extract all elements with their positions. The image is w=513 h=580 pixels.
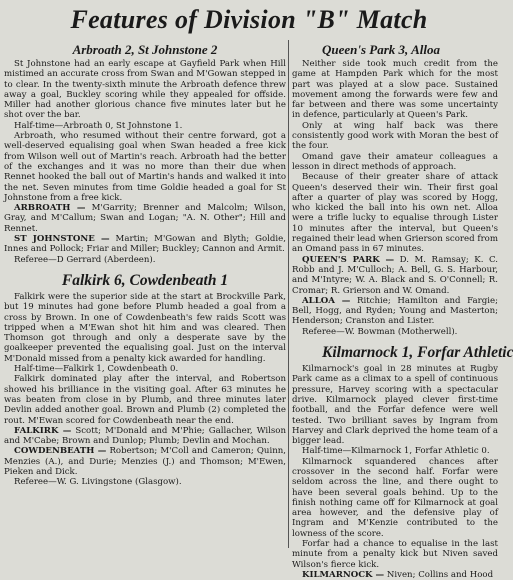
match-report-paragraph: Falkirk were the superior side at the start at Brockville Park, but 19 minutes had gone before Plumb headed a goal from a cross by Brown. In one of Cowdenbeath's few raids Scott was tripped when a M'Ewan shot hit him and was cleared. Then Thomson got through and only a desperate save by the goalkeeper prevented the equalising goal. Just on the interval M'Donald missed from a penalty kick awarded for handling. bbox=[4, 291, 286, 364]
team-label: KILMARNOCK — bbox=[302, 569, 385, 580]
match-report-paragraph: Arbroath, who resumed without their centre forward, got a well-deserved equalising goal when Swan headed a free kick from Wilson well out of Martin's reach. Arbroath had the better of the exchanges and it was no more than their due when Rennet hooked the ball out of Martin's hands and walked it into the net. Seven minutes from time Goldie headed a goal for St Johnstone from a free kick. bbox=[4, 131, 286, 203]
match-report-paragraph: Kilmarnock squandered chances after crossover in the second half. Forfar were seldom across the line, and there ought to have been several goals behind. Up to the finish nothing came off for Kilmarnock at goal area however, and the defensive play of Ingram and M'Kenzie contributed to the lowness of the score. bbox=[292, 456, 498, 539]
team-players: M'Garrity; Brenner and Malcolm; Wilson, Gray, and M'Callum; Swan and Logan; "A. N. Other"; Hill and Rennet. bbox=[4, 203, 286, 234]
referee-line: Referee—W. G. Livingstone (Glasgow). bbox=[14, 477, 182, 488]
halftime-score: Half-time—Falkirk 1, Cowdenbeath 0. bbox=[14, 364, 179, 375]
team-lineup bbox=[4, 234, 286, 255]
referee-line: Referee—D Gerrard (Aberdeen). bbox=[14, 254, 156, 265]
team-lineup bbox=[292, 255, 498, 296]
team-lineup bbox=[292, 296, 498, 327]
team-label: ST JOHNSTONE — bbox=[14, 234, 110, 245]
match-heading-arbroath: Arbroath 2, St Johnstone 2 bbox=[72, 42, 218, 57]
team-players: Robertson; M'Coll and Cameron; Quinn, Menzies (A.), and Durie; Menzies (J.) and Thomson; M'Ewen, Pieken and Dick. bbox=[4, 446, 287, 477]
right-column bbox=[292, 38, 513, 580]
team-label: ALLOA — bbox=[302, 295, 351, 306]
match-heading-falkirk: Falkirk 6, Cowdenbeath 1 bbox=[61, 271, 229, 289]
team-players: Ritchie; Hamilton and Fargie; Bell, Hogg, and Ryden; Young and Masterton; Henderson; Cranston and Lister. bbox=[292, 295, 499, 327]
halftime-score: Half-time—Kilmarnock 1, Forfar Athletic 0. bbox=[302, 446, 490, 457]
team-lineup bbox=[4, 446, 286, 477]
team-players: Scott; M'Donald and M'Phie; Gallacher, Wilson and M'Cabe; Brown and Dunlop; Plumb; Devlin and Mochan. bbox=[4, 425, 286, 447]
match-heading-kilmarnock: Kilmarnock 1, Forfar Athletic bbox=[322, 344, 513, 362]
team-lineup bbox=[4, 426, 286, 447]
team-label: COWDENBEATH — bbox=[14, 446, 107, 457]
match-heading-queens-park: Queen's Park 3, Alloa bbox=[322, 42, 440, 57]
team-label: ARBROATH — bbox=[14, 203, 86, 214]
team-label: FALKIRK — bbox=[14, 425, 72, 436]
team-lineup bbox=[292, 570, 498, 580]
match-report-paragraph: Because of their greater share of attack Queen's deserved their win. Their first goal after a quarter of play was scored by Hogg, who kicked the ball into his own net. Alloa were a trifle lucky to equalise through Lister 10 minutes after the interval, but Queen's regained their lead when Grierson scored from an Omand pass in 67 minutes. bbox=[292, 172, 498, 255]
referee-line: Referee—W. Bowman (Motherwell). bbox=[302, 326, 458, 337]
match-report-paragraph: Falkirk dominated play after the interval, and Robertson showed his brilliance in the visiting goal. After 63 minutes he was beaten from close in by Plumb, and three minutes later Devlin added another goal. Brown and Plumb (2) completed the rout. M'Ewan scored for Cowdenbeath near the end. bbox=[4, 374, 286, 426]
match-report-paragraph: Kilmarnock's goal in 28 minutes at Rugby Park came as a climax to a spell of continuous pressure, Harvey scoring with a spectacular drive. Kilmarnock played clever first-time football, and the Forfar defence were well tested. Two brilliant saves by Ingram from Harvey and Clark deprived the home team of a bigger lead. bbox=[292, 364, 498, 447]
match-report-paragraph: Forfar had a chance to equalise in the last minute from a penalty kick but Niven saved Wilson's fierce kick. bbox=[292, 539, 498, 570]
match-report-paragraph: Neither side took much credit from the game at Hampden Park which for the most part was played at a slow pace. Sustained movement among the forwards were few and far between and there was some uncertainty in defence, particularly at Queen's Park. bbox=[292, 59, 498, 121]
left-column bbox=[4, 38, 286, 548]
halftime-score: Half-time—Arbroath 0, St Johnstone 1. bbox=[14, 120, 183, 131]
column-divider bbox=[288, 40, 289, 548]
match-report-paragraph: Only at wing half back was there consistently good work with Moran the best of the four. bbox=[292, 120, 498, 152]
match-report-paragraph: St Johnstone had an early escape at Gayfield Park when Hill mistimed an accurate cross from Swan and M'Gowan stepped in to clear. In the twenty-sixth minute the Arbroath defence threw away a goal, Buckley scoring while they appealed for offside. Miller had another glorious chance five minutes later but he shot over the bar. bbox=[4, 59, 286, 121]
team-label: QUEEN'S PARK — bbox=[302, 254, 395, 265]
match-report-paragraph: Omand gave their amateur colleagues a lesson in direct methods of approach. bbox=[292, 151, 498, 172]
team-lineup bbox=[4, 203, 286, 234]
page-headline: Features of Division "B" Match bbox=[70, 5, 428, 34]
team-players: D. M. Ramsay; K. C. Robb and J. M'Culloch; A. Bell, G. S. Harbour, and M'Intyre; W. A. Black and S. O'Connell; R. Cromar; R. Grierson and W. Omand. bbox=[292, 254, 498, 296]
team-players: Martin; M'Gowan and Blyth; Goldie, Innes and Pollock; Friar and Miller; Buckley; Cannon and Armit. bbox=[4, 234, 286, 255]
team-players: Niven; Collins and Hood bbox=[386, 569, 494, 580]
